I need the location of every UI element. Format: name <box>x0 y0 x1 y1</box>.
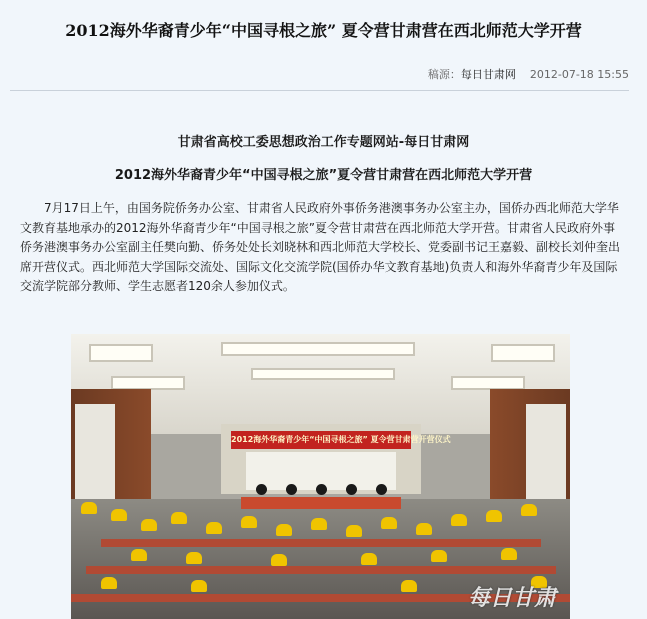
audience-member <box>451 514 467 526</box>
audience-member <box>111 509 127 521</box>
ceiling-light <box>221 342 415 356</box>
audience-member <box>501 548 517 560</box>
audience-member <box>521 504 537 516</box>
header-divider <box>10 90 629 91</box>
ceiling-light <box>111 376 185 390</box>
audience-member <box>101 577 117 589</box>
source-link[interactable]: 每日甘肃网 <box>460 68 516 81</box>
article-body: 7月17日上午，由国务院侨务办公室、甘肃省人民政府外事侨务港澳事务办公室主办，国侨办西北师范大学华文教育基地承办的2012海外华裔青少年“中国寻根之旅”夏令营甘肃营在西北师范大学开营。甘肃省人民政府外事侨务港澳事务办公室副主任樊向勤、侨务处处长刘晓林和西北师范大学校长、党委副书记王嘉毅、副校长刘仲奎出席开营仪式。西北师范大学国际交流处、国际文化交流学院(国侨办华文教育基地)负责人和海外华裔青少年及国际交流学院部分教师、学生志愿者120余人参加仪式。 <box>20 201 621 293</box>
stage-guest <box>256 484 267 495</box>
ceiling-light <box>89 344 153 362</box>
article-headline: 2012海外华裔青少年“中国寻根之旅” 夏令营甘肃营在西北师范大学开营 <box>65 21 582 40</box>
audience-member <box>276 524 292 536</box>
article-photo <box>71 334 570 616</box>
audience-member <box>346 525 362 537</box>
audience-member <box>171 512 187 524</box>
ceiling-light <box>251 368 395 380</box>
audience-member <box>381 517 397 529</box>
seat-row <box>86 566 556 574</box>
stage-guest <box>346 484 357 495</box>
ceiling-light <box>451 376 525 390</box>
podium-table <box>241 497 401 509</box>
stage-guest <box>286 484 297 495</box>
window-curtain <box>75 404 115 514</box>
audience-member <box>401 580 417 592</box>
audience-member <box>416 523 432 535</box>
publish-date: 2012-07-18 15:55 <box>529 68 629 81</box>
stage-guest <box>316 484 327 495</box>
audience-member <box>131 549 147 561</box>
stage-guest <box>376 484 387 495</box>
audience-member <box>361 553 377 565</box>
stage-banner: 2012海外华裔青少年“中国寻根之旅” 夏令营甘肃营开营仪式 <box>231 431 411 449</box>
article-subtitle: 2012海外华裔青少年“中国寻根之旅”夏令营甘肃营在西北师范大学开营 <box>114 168 533 183</box>
audience-member <box>271 554 287 566</box>
audience-member <box>186 552 202 564</box>
audience-member <box>241 516 257 528</box>
audience-member <box>206 522 222 534</box>
window-curtain <box>526 404 566 514</box>
audience-member <box>81 502 97 514</box>
audience-member <box>191 580 207 592</box>
site-title: 甘肃省高校工委思想政治工作专题网站-每日甘肃网 <box>177 135 470 150</box>
source-label: 稿源： <box>427 68 461 81</box>
ceiling-light <box>491 344 555 362</box>
audience-member <box>141 519 157 531</box>
seat-row <box>101 539 541 547</box>
audience-member <box>311 518 327 530</box>
article-meta <box>428 66 629 82</box>
photo-watermark: 每日甘肃 <box>467 585 556 611</box>
audience-member <box>431 550 447 562</box>
audience-member <box>486 510 502 522</box>
